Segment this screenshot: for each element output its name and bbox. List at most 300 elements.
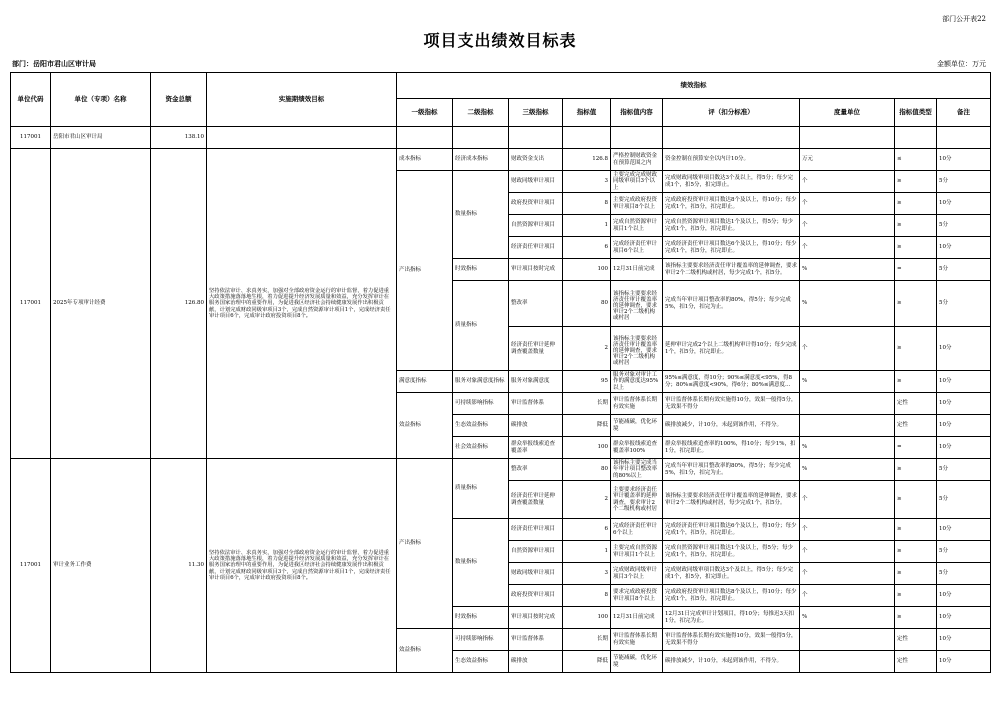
indicator-scoring-text: 审计监督体系长期有效实施得10分，效果一般得5分，无效果不得分: [665, 633, 797, 646]
indicator-value: [563, 281, 611, 327]
indicator-scoring-text: 完成当年审计项目整改率的80%，得5分；每少完成5%，扣1分，扣完为止。: [665, 463, 791, 476]
indicator-content: [611, 371, 663, 393]
indicator-level1-text: 效益指标: [399, 422, 422, 429]
indicator-content-text: 该指标主要要求经济责任审计覆盖率的延伸调查，要求审计2个二级机构或村居: [613, 335, 658, 367]
indicator-measure: [800, 415, 895, 437]
indicator-level3-text: 政府投资审计项目: [511, 592, 556, 599]
indicator-note: [937, 541, 991, 563]
indicator-value: [563, 171, 611, 193]
indicator-level2: [453, 629, 509, 651]
indicator-scoring: [663, 171, 800, 193]
indicator-type: [895, 327, 937, 371]
indicator-scoring: [663, 371, 800, 393]
indicator-level3-text: 自然资源审计项目: [511, 222, 556, 229]
indicator-scoring: [663, 585, 800, 607]
indicator-level3-text: 整改率: [511, 300, 528, 307]
indicator-level1: [397, 171, 453, 371]
indicator-level2: [453, 259, 509, 281]
indicator-note: [937, 563, 991, 585]
indicator-type: [895, 171, 937, 193]
indicator-level3-text: 经济责任审计延伸调查覆盖数量: [511, 342, 556, 355]
indicator-measure: [800, 393, 895, 415]
indicator-type-text: ≥: [897, 222, 902, 229]
indicator-content-text: 12月31日前完成: [613, 614, 655, 621]
indicator-content: [611, 629, 663, 651]
performance-target-table: [10, 72, 991, 673]
project-amount: [151, 459, 207, 673]
indicator-measure-text: %: [802, 300, 808, 307]
indicator-value-text: 100: [597, 444, 608, 451]
indicator-level3: [509, 281, 563, 327]
indicator-note-text: 10分: [939, 592, 952, 599]
indicator-scoring-text: 该指标主要要求经济责任审计覆盖率的延伸调查，要求审计2个二级机构或村居，每少完成1个，扣5分。: [665, 263, 798, 276]
indicator-level3-text: 碳排放: [511, 658, 528, 665]
indicator-scoring-text: 群众举报线索追查率的100%，得10分；每少1%，扣1分，扣完即止。: [665, 441, 796, 454]
indicator-type-text: ≥: [897, 526, 902, 533]
indicator-note-text: 10分: [939, 156, 952, 163]
indicator-value-text: 3: [604, 570, 608, 577]
indicator-level3-text: 审计监督体系: [511, 400, 545, 407]
indicator-content-text: 该指标主要完成当年审计项目整改率的80%以上: [613, 460, 658, 479]
indicator-type: [895, 459, 937, 481]
indicator-value-text: 95: [601, 378, 608, 385]
indicator-level2: [453, 171, 509, 259]
indicator-level2-text: 质量指标: [455, 485, 478, 492]
indicator-note: [937, 215, 991, 237]
indicator-type: [895, 259, 937, 281]
indicator-type-text: ≥: [897, 378, 902, 385]
indicator-level2: [453, 437, 509, 459]
indicator-scoring-text: 完成财政同级审项目数达3个及以上，得5分；每少完成1个，扣5分，扣完即止。: [665, 175, 794, 188]
indicator-level1: [397, 393, 453, 459]
indicator-value-text: 降低: [596, 422, 608, 429]
header-unit-code: 单位代码: [11, 73, 51, 127]
indicator-level1-text: 效益指标: [399, 647, 422, 654]
indicator-content-text: 完成经济责任审计6个以上: [613, 523, 658, 536]
indicator-level3-text: 审计项目按时完成: [511, 266, 556, 273]
project-amount: [151, 149, 207, 459]
indicator-scoring: [663, 629, 800, 651]
indicator-note-text: 10分: [939, 444, 952, 451]
indicator-content: [611, 607, 663, 629]
indicator-scoring: [663, 437, 800, 459]
indicator-level3: [509, 327, 563, 371]
indicator-level3: [509, 371, 563, 393]
indicator-type: [895, 607, 937, 629]
indicator-type: [895, 193, 937, 215]
indicator-value-text: 6: [604, 244, 608, 251]
indicator-value-text: 1: [604, 222, 608, 229]
indicator-level3: [509, 651, 563, 673]
header-value-content: 指标值内容: [611, 99, 663, 127]
indicator-measure-text: 个: [802, 200, 808, 207]
indicator-note-text: 10分: [939, 658, 952, 665]
indicator-note: [937, 281, 991, 327]
indicator-scoring-text: 审计监督体系长期有效实施得10分，效果一般得5分，无效果不得分: [665, 397, 797, 410]
indicator-note: [937, 585, 991, 607]
indicator-type-text: ≥: [897, 178, 902, 185]
project-goal: 坚持依法审计、求真务实，加强对全部政府资金运行的审计监督，着力促进重大政策措施落落地生根，着力促进提升经济发展质量和效益，充分发挥审计在服务国家治理中的重要作用，为促进我区经济社会持续健康发展作出积极贡献，计划完成财政同级审项目3个，完成自然资源审计项目1个，完成经济责任审计项目6个，完成审计政府投资项目8个。: [207, 459, 397, 673]
indicator-type-text: ≥: [897, 466, 902, 473]
indicator-level1-text: 成本指标: [399, 156, 422, 163]
indicator-note-text: 10分: [939, 200, 952, 207]
indicator-level2: [453, 607, 509, 629]
indicator-content: [611, 585, 663, 607]
indicator-level1-text: 满意度指标: [399, 378, 427, 385]
header-note: 备注: [937, 99, 991, 127]
indicator-scoring-text: 完成自然资源审计项目数达1个及以上，得5分；每少完成1个，扣5分，扣完即止。: [665, 219, 794, 232]
indicator-note: [937, 171, 991, 193]
indicator-level2: [453, 519, 509, 607]
indicator-scoring: [663, 415, 800, 437]
indicator-scoring: [663, 541, 800, 563]
indicator-value: [563, 371, 611, 393]
summary-row: [11, 127, 991, 149]
indicator-measure-text: %: [802, 614, 808, 621]
indicator-level2-text: 质量指标: [455, 322, 478, 329]
header-level2: 二级指标: [453, 99, 509, 127]
indicator-level3-text: 服务对象满意度: [511, 378, 550, 385]
indicator-measure: [800, 193, 895, 215]
indicator-scoring-text: 完成政府投资审计项目数达8个及以上，得10分；每少完成1个，扣5分，扣完即止。: [665, 589, 797, 602]
indicator-content-text: 主要完成自然资源审计项目1个以上: [613, 545, 658, 558]
indicator-value: [563, 215, 611, 237]
indicator-level1: [397, 371, 453, 393]
indicator-level3: [509, 437, 563, 459]
indicator-level2-text: 经济成本指标: [455, 156, 489, 163]
indicator-value: [563, 459, 611, 481]
indicator-measure-text: %: [802, 266, 808, 273]
indicator-scoring: [663, 481, 800, 519]
indicator-measure-text: %: [802, 378, 808, 385]
indicator-content-text: 要求完成政府投资审计项目8个以上: [613, 589, 658, 602]
indicator-measure: [800, 651, 895, 673]
indicator-type-text: ≥: [897, 592, 902, 599]
amount-unit-label: 金额单位：万元: [937, 60, 986, 68]
header-level3: 三级指标: [509, 99, 563, 127]
indicator-measure-text: 个: [802, 496, 808, 503]
indicator-type-text: ≥: [897, 496, 902, 503]
indicator-level3-text: 财政资金支出: [511, 156, 545, 163]
indicator-level2: [453, 651, 509, 673]
indicator-level3-text: 财政同级审计项目: [511, 178, 556, 185]
indicator-note-text: 5分: [939, 266, 948, 273]
indicator-level3-text: 政府投资审计项目: [511, 200, 556, 207]
indicator-measure: [800, 607, 895, 629]
indicator-content: [611, 215, 663, 237]
indicator-value: [563, 437, 611, 459]
header-measure-unit: 度量单位: [800, 99, 895, 127]
indicator-level3-text: 审计项目按时完成: [511, 614, 556, 621]
indicator-note: [937, 393, 991, 415]
indicator-note: [937, 629, 991, 651]
indicator-level2: [453, 459, 509, 519]
indicator-type: [895, 585, 937, 607]
indicator-measure: [800, 371, 895, 393]
project-code: [11, 459, 51, 673]
indicator-content-text: 主要要求经济责任审计覆盖率的延伸调查，要求审计2个二级机构或村居: [613, 487, 658, 512]
indicator-note-text: 10分: [939, 244, 952, 251]
indicator-measure-text: 万元: [802, 156, 814, 163]
indicator-content: [611, 651, 663, 673]
indicator-level3: [509, 459, 563, 481]
indicator-scoring: [663, 607, 800, 629]
indicator-value: [563, 607, 611, 629]
indicator-level3: [509, 541, 563, 563]
indicator-value-text: 降低: [596, 658, 608, 665]
indicator-note: [937, 237, 991, 259]
header-goal: 实施期绩效目标: [207, 73, 397, 127]
indicator-level3: [509, 481, 563, 519]
indicator-value: [563, 149, 611, 171]
indicator-level2-text: 可持续影响指标: [455, 400, 494, 407]
indicator-type-text: 定性: [897, 400, 909, 407]
indicator-note-text: 10分: [939, 422, 952, 429]
indicator-content: [611, 519, 663, 541]
indicator-level2-text: 时效指标: [455, 614, 478, 621]
indicator-level3: [509, 629, 563, 651]
table-row: [11, 459, 991, 481]
indicator-level2-text: 社会效益指标: [455, 444, 489, 451]
indicator-scoring-text: 该指标主要要求经济责任审计覆盖率的延伸调查，要求审计2个二级机构或村居，每少完成1个，扣5分。: [665, 493, 798, 506]
indicator-measure-text: 个: [802, 178, 808, 185]
indicator-type: [895, 481, 937, 519]
indicator-level1: [397, 149, 453, 171]
indicator-measure: [800, 519, 895, 541]
indicator-content: [611, 481, 663, 519]
indicator-level2-text: 服务对象满意度指标: [455, 378, 505, 385]
indicator-measure: [800, 327, 895, 371]
indicator-content: [611, 459, 663, 481]
summary-name: 岳阳市君山区审计局: [51, 127, 151, 149]
indicator-level1: [397, 629, 453, 673]
indicator-note: [937, 607, 991, 629]
indicator-value: [563, 393, 611, 415]
indicator-type-text: ≥: [897, 244, 902, 251]
indicator-value: [563, 193, 611, 215]
indicator-scoring: [663, 281, 800, 327]
indicator-value: [563, 327, 611, 371]
indicator-content-text: 节能减碳，优化环境: [613, 655, 658, 668]
indicator-content: [611, 149, 663, 171]
indicator-note-text: 10分: [939, 636, 952, 643]
indicator-content-text: 节能减碳，优化环境: [613, 419, 658, 432]
indicator-measure: [800, 281, 895, 327]
indicator-content-text: 该指标主要要求经济责任审计覆盖率的延伸调查，要求审计2个二级机构或村居: [613, 290, 658, 322]
indicator-measure-text: 个: [802, 548, 808, 555]
indicator-level3-text: 自然资源审计项目: [511, 548, 556, 555]
indicator-measure: [800, 171, 895, 193]
indicator-type-text: =: [897, 444, 902, 451]
indicator-level3: [509, 193, 563, 215]
indicator-type: [895, 237, 937, 259]
indicator-note-text: 10分: [939, 614, 952, 621]
indicator-content-text: 群众举报线索追查覆盖率100%: [613, 441, 658, 454]
summary-amount: 138.10: [151, 127, 207, 149]
project-code-text: 117001: [20, 562, 41, 569]
indicator-content: [611, 237, 663, 259]
indicator-level2-text: 数量指标: [455, 211, 478, 218]
header-value: 指标值: [563, 99, 611, 127]
indicator-type-text: ≥: [897, 548, 902, 555]
indicator-level3: [509, 585, 563, 607]
indicator-type-text: 定性: [897, 636, 909, 643]
indicator-level3-text: 财政同级审计项目: [511, 570, 556, 577]
indicator-note-text: 5分: [939, 178, 948, 185]
indicator-scoring: [663, 393, 800, 415]
indicator-measure: [800, 237, 895, 259]
indicator-note-text: 10分: [939, 378, 952, 385]
indicator-value: [563, 519, 611, 541]
indicator-note: [937, 519, 991, 541]
indicator-value-text: 100: [597, 614, 608, 621]
indicator-scoring: [663, 259, 800, 281]
indicator-level2: [453, 371, 509, 393]
page-reference: 部门公开表22: [942, 15, 986, 23]
indicator-note: [937, 481, 991, 519]
indicator-type: [895, 371, 937, 393]
indicator-value-text: 8: [604, 200, 608, 207]
indicator-scoring-text: 完成经济责任审计项目数达6个及以上，得10分；每少完成1个，扣5分，扣完即止。: [665, 523, 797, 536]
indicator-scoring-text: 资金控制在预算安全以内计10分。: [665, 156, 749, 163]
indicator-level2: [453, 415, 509, 437]
indicator-measure: [800, 259, 895, 281]
indicator-level2: [453, 393, 509, 415]
indicator-scoring-text: 完成当年审计项目整改率的80%，得5分；每少完成5%，扣1分，扣完为止。: [665, 297, 791, 310]
indicator-level2-text: 数量指标: [455, 559, 478, 566]
indicator-content: [611, 437, 663, 459]
project-name: [51, 149, 151, 459]
indicator-value: [563, 541, 611, 563]
indicator-measure-text: 个: [802, 526, 808, 533]
indicator-value-text: 8: [604, 592, 608, 599]
indicator-note: [937, 259, 991, 281]
indicator-scoring-text: 碳排放减少，计10分，未起到该作用，不得分。: [665, 422, 783, 429]
indicator-measure: [800, 629, 895, 651]
indicator-note: [937, 149, 991, 171]
indicator-level3-text: 经济责任审计延伸调查覆盖数量: [511, 493, 556, 506]
indicator-value-text: 6: [604, 526, 608, 533]
indicator-type: [895, 415, 937, 437]
indicator-level3-text: 整改率: [511, 466, 528, 473]
indicator-value: [563, 629, 611, 651]
project-name: [51, 459, 151, 673]
indicator-type: [895, 393, 937, 415]
header-level1: 一级指标: [397, 99, 453, 127]
indicator-scoring: [663, 193, 800, 215]
indicator-type-text: ≥: [897, 345, 902, 352]
indicator-scoring-text: 12月31日完成审计计划项目，得10分；每推迟3天扣1分，扣完为止。: [665, 611, 794, 624]
indicator-level3-text: 经济责任审计项目: [511, 526, 556, 533]
indicator-value-text: 长期: [596, 636, 608, 643]
indicator-measure: [800, 481, 895, 519]
indicator-note-text: 5分: [939, 548, 948, 555]
indicator-value: [563, 259, 611, 281]
indicator-content-text: 严格控制财政资金在预算范围之内: [613, 153, 658, 166]
indicator-content-text: 完成经济责任审计项目6个以上: [613, 241, 658, 254]
indicator-type: [895, 629, 937, 651]
indicator-measure: [800, 541, 895, 563]
project-code-text: 117001: [20, 300, 41, 307]
indicator-type: [895, 541, 937, 563]
indicator-level2: [453, 281, 509, 371]
indicator-content: [611, 259, 663, 281]
indicator-content: [611, 193, 663, 215]
indicator-scoring: [663, 327, 800, 371]
indicator-type-text: ≥: [897, 300, 902, 307]
indicator-measure: [800, 563, 895, 585]
indicator-level3: [509, 393, 563, 415]
indicator-content-text: 服务对象对审计工作的满意度达95%以上: [613, 372, 659, 391]
indicator-note-text: 10分: [939, 345, 952, 352]
header-scoring: 评（扣分标准）: [663, 99, 800, 127]
indicator-content: [611, 541, 663, 563]
indicator-measure: [800, 215, 895, 237]
indicator-content-text: 完成自然资源审计项目1个以上: [613, 219, 658, 232]
indicator-level3-text: 审计监督体系: [511, 636, 545, 643]
project-code: [11, 149, 51, 459]
indicator-content-text: 主要完成完成财政同级审项目3个以上: [613, 172, 658, 191]
indicator-type-text: 定性: [897, 658, 909, 665]
indicator-type: [895, 149, 937, 171]
indicator-level3-text: 经济责任审计项目: [511, 244, 556, 251]
indicator-note: [937, 327, 991, 371]
department-label: 部门：岳阳市君山区审计局: [12, 59, 96, 68]
project-amount-text: 126.80: [184, 300, 204, 307]
project-name-text: 2025年专项审计经费: [53, 300, 106, 307]
indicator-type: [895, 651, 937, 673]
indicator-content-text: 审计监督体系长期有效实施: [613, 397, 658, 410]
indicator-type-text: ≥: [897, 614, 902, 621]
indicator-value-text: 1: [604, 548, 608, 555]
indicator-scoring-text: 95%≤满意度，得10分；90%≤满意度<95%，得8分；80%≤满意度<90%，得6分；80%≤满意度…: [665, 375, 792, 388]
indicator-measure-text: 个: [802, 592, 808, 599]
indicator-type: [895, 281, 937, 327]
indicator-level3: [509, 237, 563, 259]
indicator-type: [895, 437, 937, 459]
indicator-scoring: [663, 215, 800, 237]
indicator-note-text: 10分: [939, 400, 952, 407]
indicator-measure-text: 个: [802, 222, 808, 229]
indicator-level3: [509, 171, 563, 193]
indicator-scoring-text: 完成政府投资审计项目数达8个及以上，得10分；每少完成1个，扣5分，扣完即止。: [665, 197, 797, 210]
table-row: [11, 149, 991, 171]
indicator-note: [937, 371, 991, 393]
indicator-scoring: [663, 651, 800, 673]
indicator-content: [611, 393, 663, 415]
indicator-type-text: ≥: [897, 570, 902, 577]
indicator-value-text: 100: [597, 266, 608, 273]
indicator-note-text: 5分: [939, 222, 948, 229]
indicator-scoring: [663, 459, 800, 481]
indicator-level3-text: 碳排放: [511, 422, 528, 429]
indicator-measure-text: 个: [802, 570, 808, 577]
indicator-note: [937, 415, 991, 437]
indicator-level1-text: 产出指标: [399, 267, 422, 274]
indicator-scoring-text: 完成经济责任审计项目数达6个及以上，得10分；每少完成1个，扣5分，扣完即止。: [665, 241, 797, 254]
indicator-value: [563, 651, 611, 673]
indicator-note-text: 5分: [939, 466, 948, 473]
indicator-level3: [509, 259, 563, 281]
indicator-scoring-text: 延伸审计完成2个以上二级机构审计得10分；每少完成1个，扣5分，扣完即止。: [665, 342, 797, 355]
indicator-level2: [453, 149, 509, 171]
indicator-measure: [800, 149, 895, 171]
indicator-value-text: 2: [604, 345, 608, 352]
indicator-level2-text: 时效指标: [455, 266, 478, 273]
indicator-scoring-text: 完成财政同级审项目数达3个及以上，得5分；每少完成1个，扣5分，扣完即止。: [665, 567, 794, 580]
indicator-level2-text: 生态效益指标: [455, 658, 489, 665]
header-total-amount: 资金总额: [151, 73, 207, 127]
